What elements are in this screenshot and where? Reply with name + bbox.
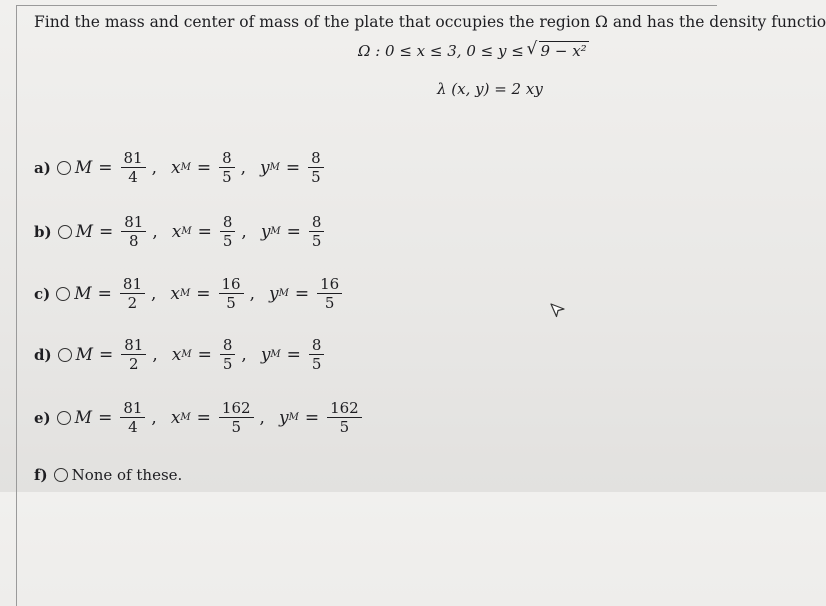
x-symbol: x (171, 221, 182, 242)
subscript: M (180, 288, 191, 299)
fraction-denominator: 4 (128, 168, 138, 186)
comma: , (240, 157, 247, 178)
equals-sign: = (286, 344, 301, 365)
option-letter: c) (34, 284, 51, 303)
mass-fraction (121, 214, 146, 249)
subscript: M (288, 412, 299, 423)
y-symbol: y (260, 157, 270, 178)
comma: , (151, 157, 157, 178)
fraction-denominator: 5 (311, 355, 322, 373)
equals-sign: = (196, 157, 212, 178)
fraction-numerator: 8 (309, 337, 325, 355)
fraction-numerator: 8 (220, 337, 236, 355)
sqrt-expression (529, 42, 589, 60)
subscript: M (278, 288, 289, 299)
x-center-fraction (219, 400, 254, 435)
comma: , (152, 221, 158, 242)
mass-fraction (121, 150, 146, 185)
equals-sign: = (197, 221, 212, 242)
comma: , (249, 283, 255, 304)
fraction-numerator: 16 (219, 276, 244, 294)
fraction-numerator: 8 (219, 150, 235, 168)
fraction-numerator: 81 (120, 276, 145, 294)
fraction-denominator: 8 (129, 232, 139, 250)
mass-symbol: M (74, 157, 93, 178)
region-label: Ω : 0 ≤ x ≤ 3, 0 ≤ y ≤ (358, 42, 529, 60)
fraction-denominator: 5 (222, 168, 232, 186)
fraction-numerator: 81 (120, 400, 145, 418)
comma: , (259, 407, 265, 428)
subscript: M (180, 412, 191, 423)
fraction-denominator: 5 (226, 294, 236, 312)
x-symbol: x (170, 283, 180, 304)
mass-fraction (120, 400, 145, 435)
x-symbol: x (171, 344, 182, 365)
fraction-denominator: 4 (128, 418, 138, 436)
question-text: Find the mass and center of mass of the plate that occupies the region Ω and has the density functio (34, 13, 826, 31)
y-symbol: y (260, 221, 271, 242)
option-letter: b) (34, 222, 52, 241)
x-center-fraction (220, 214, 236, 249)
fraction-denominator: 5 (231, 418, 241, 436)
fraction-numerator: 162 (327, 400, 362, 418)
equals-sign: = (99, 221, 114, 242)
option-d[interactable] (34, 337, 326, 372)
fraction-numerator: 81 (121, 150, 146, 168)
equals-sign: = (285, 157, 301, 178)
subscript: M (270, 226, 281, 237)
y-center-fraction (327, 400, 362, 435)
fraction-denominator: 5 (222, 232, 233, 250)
x-symbol: x (171, 157, 181, 178)
equals-sign: = (197, 344, 212, 365)
fraction-numerator: 16 (317, 276, 342, 294)
comma: , (241, 221, 247, 242)
y-center-fraction (308, 150, 324, 185)
subscript: M (270, 349, 281, 360)
fraction-denominator: 2 (127, 294, 138, 312)
equals-sign: = (97, 283, 112, 304)
equals-sign: = (294, 283, 310, 304)
equals-sign: = (98, 407, 113, 428)
subscript: M (181, 226, 192, 237)
y-center-fraction (309, 214, 325, 249)
option-letter: e) (34, 408, 51, 427)
fraction-denominator: 5 (339, 418, 350, 436)
fraction-denominator: 5 (311, 232, 322, 250)
fraction-numerator: 8 (308, 150, 324, 168)
radio-button-c[interactable] (56, 287, 70, 301)
option-letter: a) (34, 158, 51, 177)
option-a[interactable] (34, 150, 326, 185)
x-center-fraction (219, 276, 244, 311)
mass-fraction (121, 337, 146, 372)
option-letter: d) (34, 345, 52, 364)
radio-button-d[interactable] (58, 348, 72, 362)
option-b[interactable] (34, 214, 326, 249)
fraction-denominator: 5 (311, 168, 321, 186)
equals-sign: = (286, 221, 301, 242)
option-c[interactable] (34, 276, 344, 311)
sqrt-radicand: 9 − x² (540, 42, 587, 60)
comma: , (241, 344, 247, 365)
y-center-fraction (309, 337, 325, 372)
comma: , (151, 283, 157, 304)
mass-symbol: M (75, 221, 94, 242)
comma: , (151, 407, 157, 428)
mass-symbol: M (75, 344, 94, 365)
equals-sign: = (98, 157, 113, 178)
x-center-fraction (219, 150, 235, 185)
equals-sign: = (304, 407, 320, 428)
density-function: λ (x, y) = 2 xy (437, 80, 543, 98)
x-symbol: x (170, 407, 181, 428)
option-f[interactable] (34, 466, 182, 484)
fraction-numerator: 81 (121, 214, 146, 232)
radio-button-f[interactable] (54, 468, 68, 482)
region-definition (358, 42, 589, 60)
mass-fraction (120, 276, 145, 311)
x-center-fraction (220, 337, 236, 372)
fraction-numerator: 8 (220, 214, 236, 232)
y-symbol: y (269, 283, 279, 304)
fraction-denominator: 5 (222, 355, 233, 373)
comma: , (152, 344, 158, 365)
equals-sign: = (196, 283, 211, 304)
mass-symbol: M (74, 407, 93, 428)
option-letter: f) (34, 466, 48, 484)
subscript: M (181, 349, 192, 360)
equals-sign: = (196, 407, 211, 428)
y-symbol: y (260, 344, 271, 365)
option-e[interactable] (34, 400, 364, 435)
fraction-denominator: 5 (324, 294, 335, 312)
radio-button-a[interactable] (57, 161, 71, 175)
mass-symbol: M (74, 283, 92, 304)
none-of-these-label: None of these. (71, 466, 183, 484)
fraction-numerator: 8 (309, 214, 325, 232)
radio-button-e[interactable] (57, 411, 71, 425)
subscript: M (269, 162, 280, 173)
radio-button-b[interactable] (58, 225, 72, 239)
fraction-numerator: 81 (121, 337, 146, 355)
y-symbol: y (278, 407, 289, 428)
equals-sign: = (99, 344, 114, 365)
y-center-fraction (317, 276, 342, 311)
fraction-numerator: 162 (219, 400, 254, 418)
subscript: M (180, 162, 191, 173)
fraction-denominator: 2 (129, 355, 139, 373)
mouse-pointer-icon (549, 301, 567, 319)
